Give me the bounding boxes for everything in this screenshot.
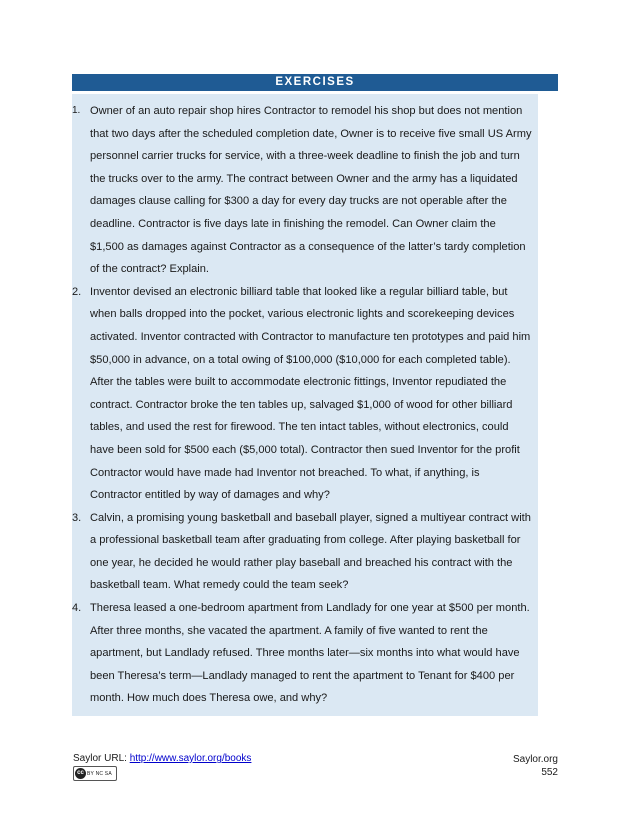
footer-right: [513, 753, 558, 779]
footer-url-label: Saylor URL:: [73, 753, 130, 764]
exercise-text: Inventor devised an electronic billiard table that looked like a regular billiard table, but when balls dropped into the pocket, various electronic lights and scorekeeping devices activated. Inventor contracted with Contractor to manufacture ten prototypes and paid him $50,000 in advance, on a total owing of $100,000 ($10,000 for each completed table). After the tables were built to accommodate electronic fittings, Inventor repudiated the contract. Contractor broke the ten tables up, salvaged $1,000 of wood for other billiard tables, and used the rest for firewood. The ten intact tables, without electronics, could have been sold for $500 each ($5,000 total). Contractor then sued Inventor for the profit Contractor would have made had Inventor not breached. To what, if anything, is Contractor entitled by way of damages and why?: [90, 285, 531, 502]
item-number: 3.: [72, 511, 82, 524]
exercise-text: Calvin, a promising young basketball and baseball player, signed a multiyear contract with a professional basketball team after graduating from college. After playing basketball for one year, he decided he would rather play baseball and breached his contract with the basketball team. What remedy could the team seek?: [90, 511, 531, 592]
item-number: 1.: [72, 105, 81, 116]
exercise-item-4: [72, 597, 538, 710]
exercise-box: [72, 94, 538, 716]
cc-license-terms: BY NC SA: [87, 770, 112, 777]
cc-icon: cc: [75, 768, 86, 779]
exercise-item-3: [72, 507, 538, 597]
item-number: 4.: [72, 602, 82, 615]
exercise-item-1: [72, 100, 538, 281]
exercises-header: EXERCISES: [72, 74, 558, 91]
cc-license-badge[interactable]: [73, 766, 117, 781]
footer-url: [73, 753, 251, 764]
page-number: 552: [541, 767, 558, 778]
exercise-item-2: [72, 281, 538, 507]
exercise-text: Theresa leased a one-bedroom apartment from Landlady for one year at $500 per month. After three months, she vacated the apartment. A family of five wanted to rent the apartment, but Landlady refused. Three months later—six months into what would have been Theresa’s term—Landlady managed to rent the apartment to Tenant for $400 per month. How much does Theresa owe, and why?: [90, 602, 530, 705]
exercise-list: [72, 100, 538, 710]
exercise-text: Owner of an auto repair shop hires Contractor to remodel his shop but does not mention that two days after the scheduled completion date, Owner is to receive five small US Army personnel carrier trucks for service, with a three-week deadline to finish the job and turn the trucks over to the army. The contract between Owner and the army has a liquidated damages clause calling for $300 a day for every day trucks are not operable after the deadline. Contractor is five days late in finishing the remodel. Can Owner claim the $1,500 as damages against Contractor as a consequence of the latter’s tardy completion of the contract? Explain.: [90, 105, 532, 276]
item-number: 2.: [72, 285, 82, 298]
footer-site: Saylor.org: [512, 754, 558, 765]
saylor-books-link[interactable]: http://www.saylor.org/books: [129, 753, 252, 764]
